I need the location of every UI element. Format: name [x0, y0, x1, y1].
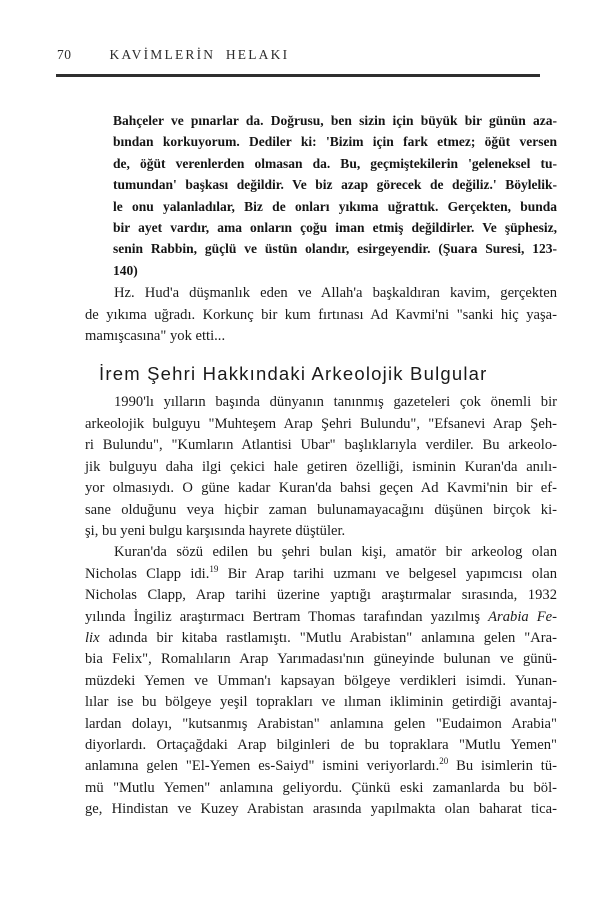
footnote-reference: 20: [439, 756, 449, 767]
text-line: müzdeki Yemen ve Umman'ı kapsayan bölgeye verdikleri isimdi. Yunan-: [85, 672, 557, 689]
text-line: şi, bu yeni bulgu karşısında hayrete düştüler.: [85, 522, 346, 539]
italic-text: Arabia Fe-: [488, 608, 557, 625]
text-line: le onu yalanladılar, Biz de onları yıkıma uğrattık. Gerçekten, bunda: [113, 198, 557, 214]
text-line: de yıkıma uğradı. Korkunç bir kum fırtınası Ad Kavmi'ni "sanki hiç yaşa-: [85, 306, 557, 323]
text-line: bir ayet vardır, ama onların çoğu iman etmiş değildirler. Ve şüphesiz,: [113, 220, 557, 236]
text-line: mü "Mutlu Yemen" anlamına geliyordu. Çünkü eski zamanlarda bu böl-: [85, 779, 557, 796]
text-line: diyorlardı. Ortaçağdaki Arap bilginleri de bu topraklara "Mutlu Yemen": [85, 736, 557, 753]
text-line: tumundan' başkası değildir. Ve biz azap görecek de değiliz.' Böylelik-: [113, 177, 557, 193]
text-line: Kuran'da sözü edilen bu şehri bulan kişi, amatör bir arkeolog olan: [114, 544, 557, 561]
text-line: bia Felix", Romalıların Arap Yarımadası'nın güneyinde bulunan ve günü-: [85, 651, 557, 668]
paragraph: [85, 542, 557, 820]
text-line: arkeolojik bulguyu "Muhteşem Arap Şehri Bulundu", "Efsanevi Arap Şeh-: [85, 415, 557, 432]
paragraph: [85, 283, 557, 347]
text-line: lılar ise bu bölgeye yeşil toprakları ve ılıman ikliminin getirdiği avantaj-: [85, 694, 557, 711]
page-number: 70: [57, 47, 72, 62]
text-line: senin Rabbin, güçlü ve üstün olandır, esirgeyendir. (Şuara Suresi, 123-: [113, 241, 557, 257]
text-line: bından korkuyorum. Dediler ki: 'Bizim için fark etmez; öğüt versen: [113, 134, 557, 150]
text-line: mamışcasına" yok etti...: [85, 328, 226, 345]
text-line: yılında İngiliz araştırmacı Bertram Thomas tarafından yazılmış Arabia Fe-: [85, 608, 557, 625]
text-line: de, öğüt verenlerden olmasan da. Bu, geçmiştekilerin 'geleneksel tu-: [113, 155, 557, 171]
text-line: lardan dolayı, "kutsanmış Arabistan" anlamına gelen "Eudaimon Arabia": [85, 715, 557, 732]
text-line: yor olmasıydı. O güne kadar Kuran'da bahsi geçen Ad Kavmi'nin bir ef-: [85, 480, 557, 497]
text-line: sane olduğunu veya hiçbir zaman bulunamayacağını düşünen birçok ki-: [85, 501, 557, 518]
section-heading: İrem Şehri Hakkındaki Arkeolojik Bulgular: [99, 363, 488, 385]
text-line: Nicholas Clapp idi.$^{19}$ Bir Arap tarihi uzmanı ve belgesel yapımcısı olan: [85, 563, 557, 582]
text-line: jik bulguyu daha ilgi çekici hale getiren özelliği, isminin Kuran'da anılı-: [85, 458, 557, 475]
header-rule: [56, 74, 540, 77]
text-line: lix adında bir kitaba rastlamıştı. "Mutlu Arabistan" anlamına gelen "Ara-: [85, 629, 557, 646]
footnote-reference: 19: [209, 563, 219, 574]
text-line: ri Bulundu", "Kumların Atlantisi Ubar" başlıklarıyla verdiler. Bu arkeolo-: [85, 437, 557, 454]
text-line: anlamına gelen "El-Yemen es-Saiyd" ismini veriyorlardı.$^{20}$ Bu isimlerin tü-: [85, 756, 557, 775]
paragraph: [85, 392, 557, 542]
italic-text: lix: [85, 629, 100, 646]
text-line: 1990'lı yılların başında dünyanın tanınmış gazeteleri çok önemli bir: [114, 394, 557, 411]
text-line: Hz. Hud'a düşmanlık eden ve Allah'a başkaldıran kavim, gerçekten: [114, 285, 557, 302]
text-line: ge, Hindistan ve Kuzey Arabistan arasında yapılmakta olan baharat tica-: [85, 801, 557, 818]
text-line: 140): [113, 262, 138, 278]
text-line: Bahçeler ve pınarlar da. Doğrusu, ben sizin için büyük bir günün aza-: [113, 113, 557, 128]
page-body: [85, 110, 557, 821]
running-head: KAVİMLERİN HELAKI: [109, 47, 290, 62]
text-line: Nicholas Clapp, Arap tarihi üzerine yaptığı araştırmalar sırasında, 1932: [85, 587, 557, 604]
page-header: [57, 47, 539, 63]
verse-quote-block: [113, 110, 557, 281]
